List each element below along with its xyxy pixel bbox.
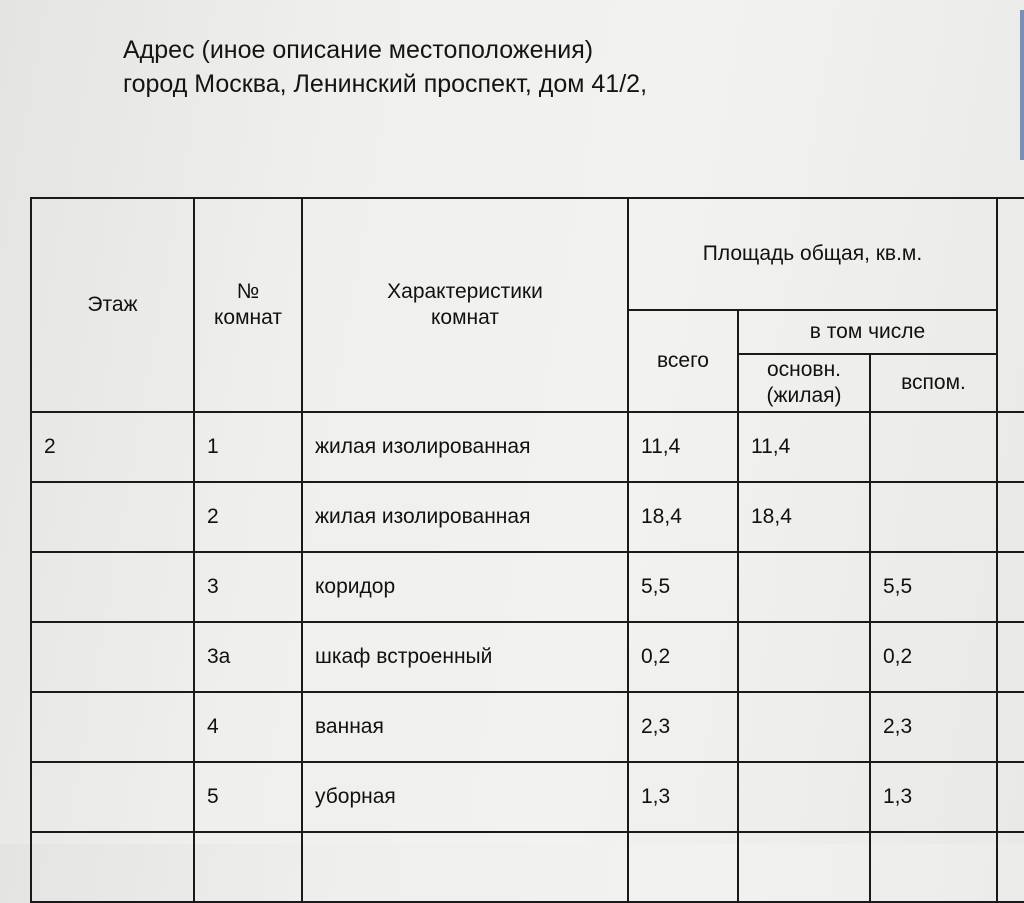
header-main-line1: основн. — [766, 358, 842, 381]
header-area-total: Площадь общая, кв.м. — [628, 198, 997, 310]
table-row-partial — [31, 832, 1024, 902]
cell-cut-off — [997, 622, 1024, 692]
header-cut-off-column — [997, 198, 1024, 412]
cell-cut-off — [997, 552, 1024, 622]
cell-room-number: 3а — [194, 622, 302, 692]
cell-cut-off — [997, 412, 1024, 482]
header-characteristics — [302, 198, 628, 412]
cell-total-area: 18,4 — [628, 482, 738, 552]
cell-aux-area: 2,3 — [870, 692, 997, 762]
address-block — [123, 33, 647, 101]
cell-main-area: 18,4 — [738, 482, 870, 552]
table-row — [31, 552, 1024, 622]
cell-room-number: 2 — [194, 482, 302, 552]
header-including: в том числе — [738, 310, 997, 354]
page-edge-strip — [1020, 10, 1024, 160]
cell-floor — [31, 482, 194, 552]
header-main-living — [738, 354, 870, 412]
cell-main-area — [738, 552, 870, 622]
table-row — [31, 762, 1024, 832]
cell-total-area: 0,2 — [628, 622, 738, 692]
address-value: город Москва, Ленинский проспект, дом 41/2, — [123, 70, 648, 98]
cell-description: жилая изолированная — [302, 482, 628, 552]
cell-description: жилая изолированная — [302, 412, 628, 482]
cell-main-area — [738, 692, 870, 762]
header-characteristics-line1: Характеристики — [387, 280, 543, 303]
header-characteristics-line2: комнат — [431, 306, 499, 329]
cell-aux-area — [870, 482, 997, 552]
cell-description: уборная — [302, 762, 628, 832]
cell-aux-area: 1,3 — [870, 762, 997, 832]
cell-room-number: 4 — [194, 692, 302, 762]
cell-description: шкаф встроенный — [302, 622, 628, 692]
cell-total-area: 11,4 — [628, 412, 738, 482]
table-row — [31, 482, 1024, 552]
cell-total-area: 2,3 — [628, 692, 738, 762]
cell-floor — [31, 552, 194, 622]
cell-aux-area: 5,5 — [870, 552, 997, 622]
header-floor: Этаж — [31, 198, 194, 412]
cell-main-area — [738, 622, 870, 692]
header-room-number — [194, 198, 302, 412]
cell-room-number: 5 — [194, 762, 302, 832]
rooms-table — [30, 197, 1024, 903]
header-room-number-line2: комнат — [214, 306, 282, 329]
cell-floor — [31, 762, 194, 832]
cell-description: коридор — [302, 552, 628, 622]
table-row — [31, 412, 1024, 482]
address-label: Адрес (иное описание местоположения) — [123, 36, 594, 64]
cell-aux-area: 0,2 — [870, 622, 997, 692]
header-room-number-line1: № — [236, 280, 260, 303]
cell-main-area — [738, 762, 870, 832]
cell-description: ванная — [302, 692, 628, 762]
cell-floor: 2 — [31, 412, 194, 482]
cell-room-number: 1 — [194, 412, 302, 482]
header-auxiliary: вспом. — [870, 354, 997, 412]
header-total: всего — [628, 310, 738, 412]
cell-floor — [31, 622, 194, 692]
cell-cut-off — [997, 692, 1024, 762]
header-main-line2: (жилая) — [766, 384, 842, 407]
cell-cut-off — [997, 482, 1024, 552]
cell-main-area: 11,4 — [738, 412, 870, 482]
cell-total-area: 5,5 — [628, 552, 738, 622]
cell-room-number: 3 — [194, 552, 302, 622]
cell-cut-off — [997, 762, 1024, 832]
cell-total-area: 1,3 — [628, 762, 738, 832]
cell-aux-area — [870, 412, 997, 482]
cell-floor — [31, 692, 194, 762]
table-row — [31, 622, 1024, 692]
table-row — [31, 692, 1024, 762]
